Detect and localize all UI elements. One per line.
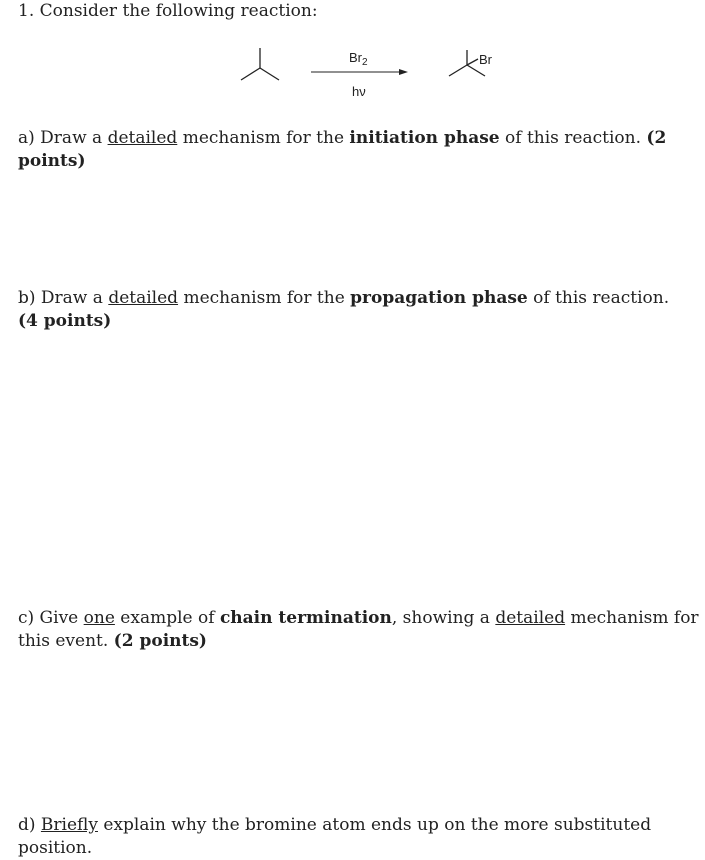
question-title: 1. Consider the following reaction: [18, 1, 318, 21]
isobutane-structure [241, 48, 279, 80]
reaction-arrow [311, 69, 408, 75]
points-label: (4 points) [18, 311, 112, 331]
emphasis-detailed: detailed [107, 128, 178, 148]
question-part-d: d) Briefly explain why the bromine atom ends up on the more substituted position. [18, 815, 652, 858]
condition-label: hν [352, 84, 366, 99]
emphasis-detailed: detailed [108, 288, 179, 308]
points-label: (2 points) [113, 631, 207, 651]
emphasis-phase: propagation phase [350, 288, 528, 308]
reagent-label: $Br_2$ [349, 50, 368, 68]
emphasis-phase: initiation phase [349, 128, 500, 148]
question-part-b: b) Draw a detailed mechanism for the propagation phase of this reaction. (4 points) [18, 288, 670, 331]
product-bromine-label: Br [479, 52, 492, 67]
question-part-c: c) Give one example of chain termination, showing a detailed mechanism for this event. (2 points) [18, 608, 699, 651]
emphasis-term: chain termination [219, 608, 392, 628]
reaction-scheme [230, 40, 510, 106]
points-label: (2 points) [18, 128, 667, 171]
emphasis-detailed: detailed [495, 608, 566, 628]
emphasis-one: one [83, 608, 115, 628]
emphasis-briefly: Briefly [40, 815, 98, 835]
question-part-a: a) Draw a detailed mechanism for the initiation phase of this reaction. (2 points) [18, 128, 667, 171]
